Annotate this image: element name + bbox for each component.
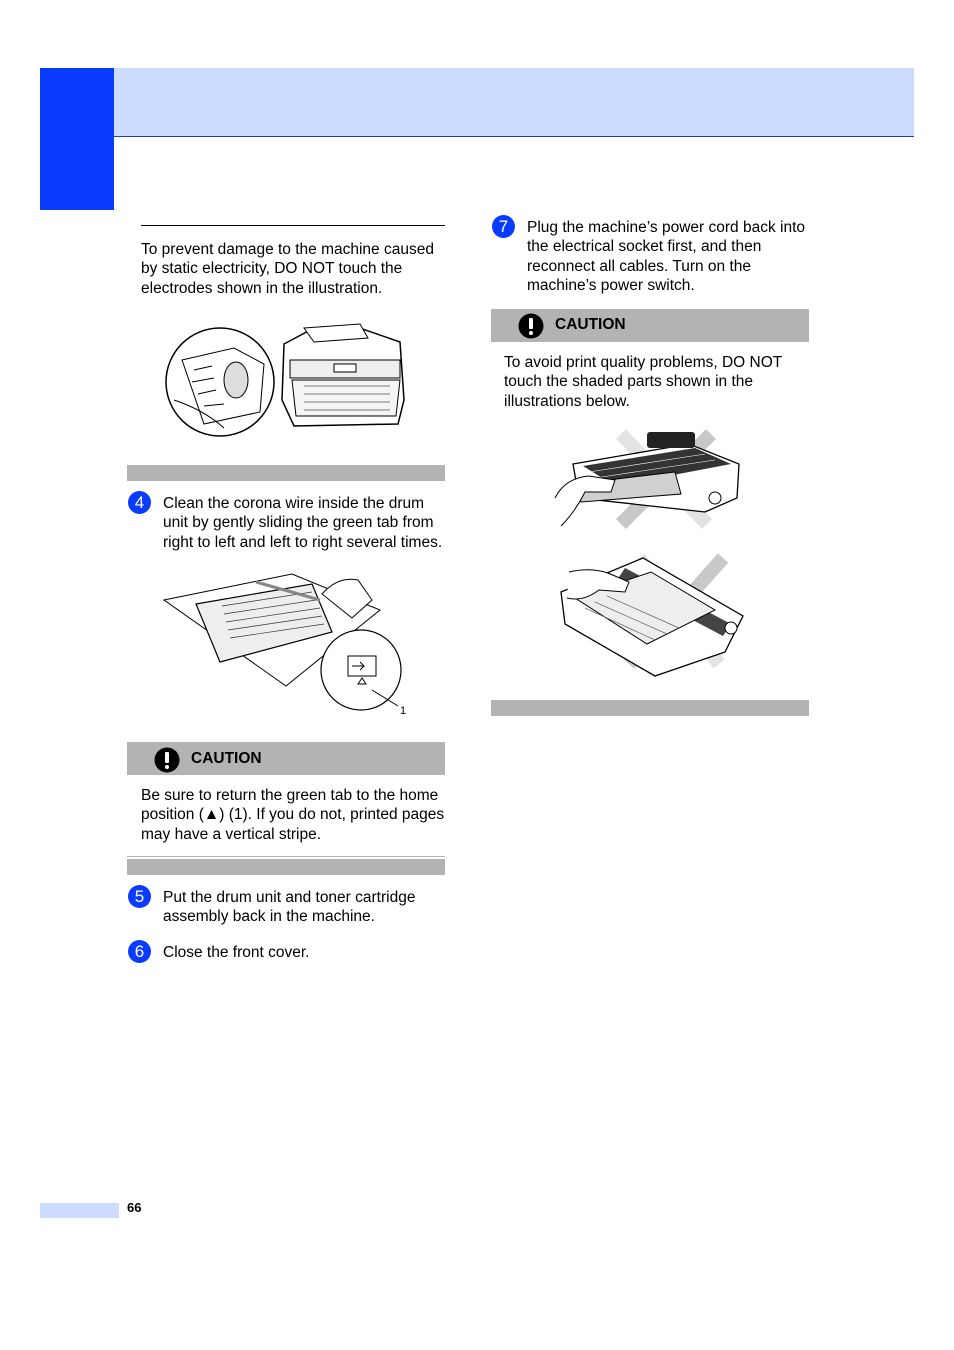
note-top-rule [141, 225, 445, 226]
caution-bottom-bar-right [491, 700, 809, 716]
drum-unit-illustration [555, 552, 747, 680]
toner-cartridge-illustration [555, 428, 745, 532]
step-5-badge: 5 [128, 885, 151, 908]
note-bottom-bar [127, 465, 445, 481]
caution-label-left: CAUTION [191, 750, 262, 767]
step-7-text: Plug the machine’s power cord back into the electrical socket first, and then reconnect all cables. Turn on the machine’s power switch. [527, 219, 806, 294]
machine-electrodes-illustration [164, 320, 409, 442]
page-number: 66 [127, 1200, 142, 1215]
callout-1: 1 [400, 705, 407, 717]
header-band [113, 68, 914, 137]
drum-unit-corona-illustration [162, 570, 412, 718]
exclamation-icon [154, 747, 180, 773]
caution-text-right: To avoid print quality problems, DO NOT touch the shaded parts shown in the illustrations below. [504, 354, 782, 410]
caution-text-left: Be sure to return the green tab to the home position (▲) (1). If you do not, printed pages may have a vertical stripe. [141, 787, 445, 843]
step-4-badge: 4 [128, 491, 151, 514]
static-electricity-note: To prevent damage to the machine caused by static electricity, DO NOT touch the electrodes shown in the illustration. [141, 241, 434, 297]
step-6-text: Close the front cover. [163, 944, 310, 961]
chapter-tab [40, 68, 114, 210]
exclamation-icon [518, 313, 544, 339]
page-number-bar [40, 1203, 119, 1218]
step-6-badge: 6 [128, 940, 151, 963]
step-7-badge: 7 [492, 215, 515, 238]
step-5-text: Put the drum unit and toner cartridge assembly back in the machine. [163, 889, 416, 926]
caution-divider-left [127, 856, 445, 857]
step-4-text: Clean the corona wire inside the drum unit by gently sliding the green tab from right to left and left to right several times. [163, 495, 443, 551]
caution-bottom-bar-left [127, 859, 445, 875]
caution-label-right: CAUTION [555, 316, 626, 333]
